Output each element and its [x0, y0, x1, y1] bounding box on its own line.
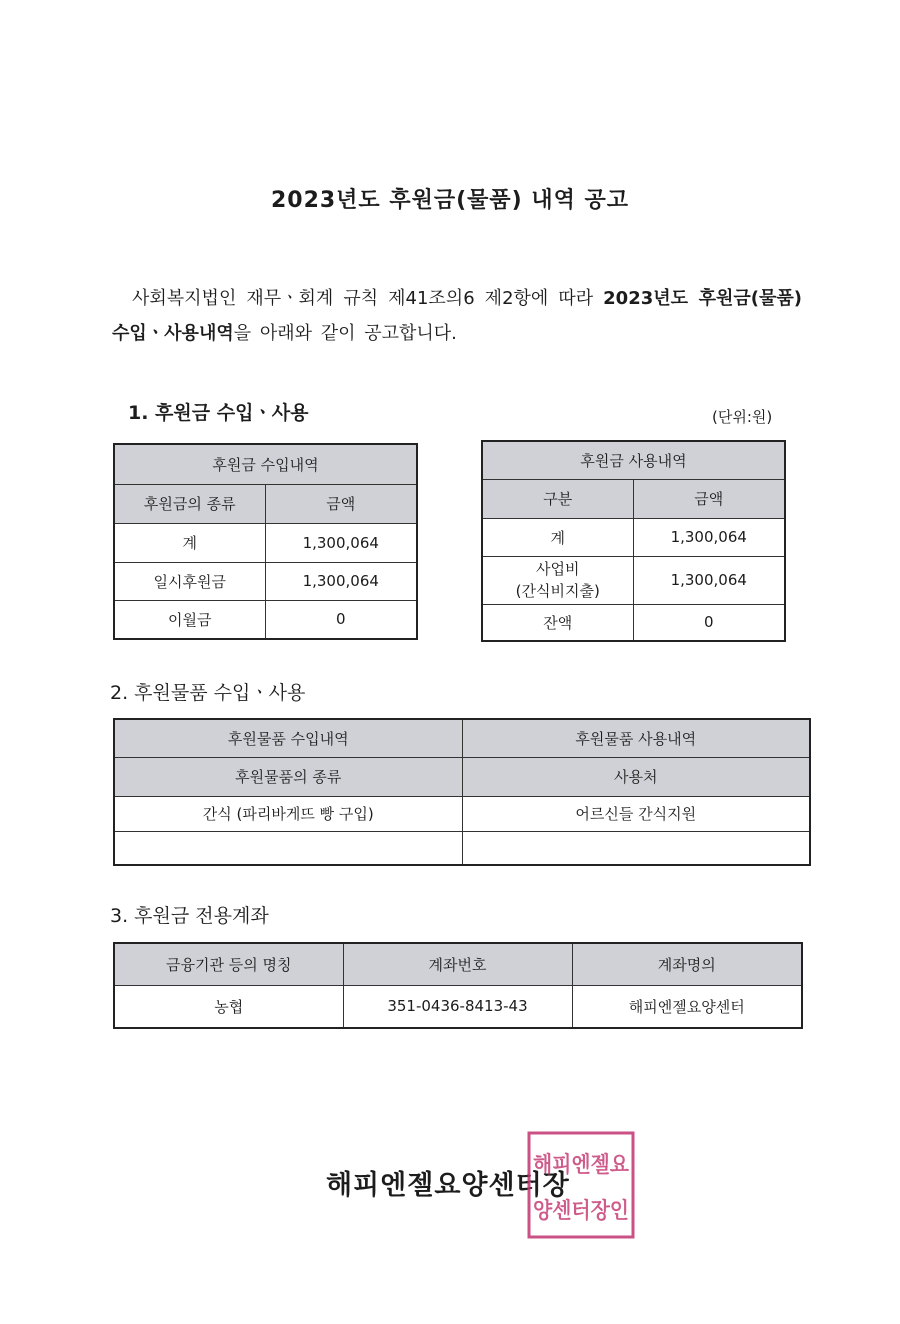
account-bank: 농협: [114, 985, 343, 1028]
account-col-holder: 계좌명의: [572, 943, 802, 985]
goods-row-item: [114, 831, 462, 865]
intro-text-2: 을 아래와 같이 공고합니다.: [233, 323, 457, 344]
table-row: [114, 562, 417, 600]
intro-text-bold: 2023년도 후원금(물품) 수입ㆍ사용내역: [112, 288, 802, 344]
section1-heading: 1. 후원금 수입ㆍ사용: [128, 402, 309, 424]
income-row-label: 계: [114, 523, 265, 562]
unit-label: (단위:원): [712, 408, 773, 426]
table-row: [482, 604, 785, 641]
usage-table-title: 후원금 사용내역: [482, 441, 785, 479]
page-title: 2023년도 후원금(물품) 내역 공고: [270, 188, 630, 213]
account-number: 351-0436-8413-43: [343, 985, 572, 1028]
official-seal-icon: [526, 1130, 636, 1240]
table-row: [114, 523, 417, 562]
intro-text-1: 사회복지법인 재무ㆍ회계 규칙 제41조의6 제2항에 따라: [132, 288, 604, 309]
income-row-amount: 0: [265, 600, 417, 639]
income-col-amount: 금액: [265, 484, 417, 523]
usage-row-amount: 1,300,064: [633, 518, 785, 556]
table-row: [114, 985, 802, 1028]
goods-row-use: 어르신들 간식지원: [462, 796, 810, 831]
income-row-amount: 1,300,064: [265, 562, 417, 600]
account-col-number: 계좌번호: [343, 943, 572, 985]
usage-row-label: 잔액: [482, 604, 633, 641]
usage-col-amount: 금액: [633, 479, 785, 518]
account-col-bank: 금융기관 등의 명칭: [114, 943, 343, 985]
table-row: [114, 600, 417, 639]
account-table: [113, 942, 803, 1029]
goods-col-type: 후원물품의 종류: [114, 757, 462, 796]
goods-col-usage: 사용처: [462, 757, 810, 796]
usage-row-label: 사업비: [536, 560, 580, 578]
table-row: [482, 518, 785, 556]
goods-usage-title: 후원물품 사용내역: [462, 719, 810, 757]
usage-row-label-cell: [482, 556, 633, 604]
goods-table: [113, 718, 811, 866]
usage-row-amount: 0: [633, 604, 785, 641]
table-row: [114, 796, 810, 831]
signature-name: 해피엔젤요양센터장: [326, 1170, 570, 1201]
income-row-label: 일시후원금: [114, 562, 265, 600]
income-row-label: 이월금: [114, 600, 265, 639]
goods-row-use: [462, 831, 810, 865]
svg-text:해피엔젤요: 해피엔젤요: [533, 1152, 630, 1178]
account-holder: 해피엔젤요양센터: [572, 985, 802, 1028]
intro-paragraph: [112, 281, 802, 351]
income-table-title: 후원금 수입내역: [114, 444, 417, 484]
goods-row-item: 간식 (파리바게뜨 빵 구입): [114, 796, 462, 831]
usage-col-category: 구분: [482, 479, 633, 518]
income-col-type: 후원금의 종류: [114, 484, 265, 523]
section2-heading: 2. 후원물품 수입ㆍ사용: [110, 682, 306, 704]
usage-row-label: 계: [482, 518, 633, 556]
income-row-amount: 1,300,064: [265, 523, 417, 562]
table-row: [114, 831, 810, 865]
goods-income-title: 후원물품 수입내역: [114, 719, 462, 757]
usage-row-sublabel: (간식비지출): [515, 582, 600, 600]
table-row: [482, 556, 785, 604]
donation-income-table: [113, 443, 418, 640]
svg-text:양센터장인: 양센터장인: [533, 1198, 629, 1224]
section3-heading: 3. 후원금 전용계좌: [110, 905, 269, 927]
donation-usage-table: [481, 440, 786, 642]
usage-row-amount: 1,300,064: [633, 556, 785, 604]
